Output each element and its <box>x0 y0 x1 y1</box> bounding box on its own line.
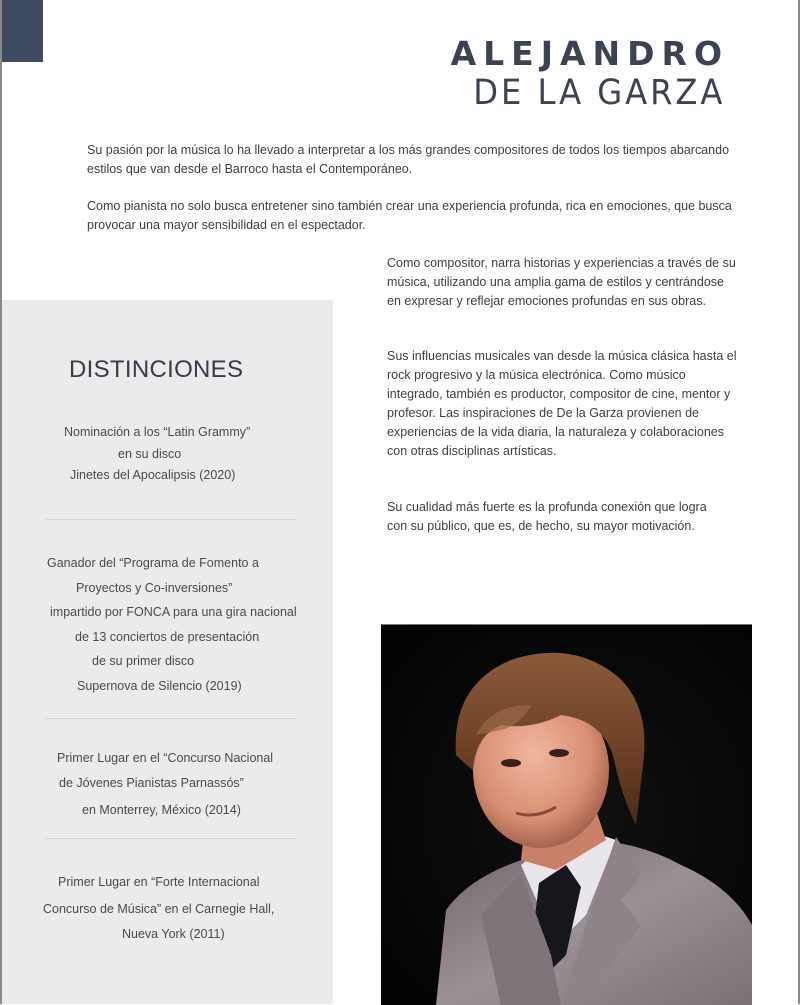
award-1-line-3: Jinetes del Apocalipsis (2020) <box>70 468 236 482</box>
award-2-line-1: Ganador del “Programa de Fomento a <box>47 556 259 570</box>
intro-paragraph-2: Como pianista no solo busca entretener sino también crear una experiencia profunda, rica en emociones, que busca provocar una mayor sensibilidad en el espectador. <box>87 199 732 232</box>
bio-paragraph-composer: Como compositor, narra historias y experiencias a través de su música, utilizando una amplia gama de estilos y centrándose en expresar y reflejar emociones profundas en sus obras. <box>387 256 736 308</box>
award-divider <box>46 838 296 839</box>
bio-paragraph-audience: Su cualidad más fuerte es la profunda conexión que logra con su público, que es, de hecho, su mayor motivación. <box>387 500 707 533</box>
award-1-line-2: en su disco <box>118 447 182 461</box>
artist-last-name: DE LA GARZA <box>472 73 725 113</box>
award-2-line-2: Proyectos y Co-inversiones” <box>76 581 233 595</box>
decorative-corner-block <box>2 0 43 62</box>
award-4-line-3: Nueva York (2011) <box>122 927 225 941</box>
distinctions-title: DISTINCIONES <box>69 356 244 383</box>
award-2-line-5: de su primer disco <box>92 654 195 668</box>
award-4-line-1: Primer Lugar en “Forte Internacional <box>58 875 260 889</box>
award-3-line-2: de Jóvenes Pianistas Parnassós” <box>59 776 244 790</box>
bio-paragraph-influences: Sus influencias musicales van desde la música clásica hasta el rock progresivo y la música electrónica. Como músico integrado, también es productor, compositor de cine, mentor y profesor. Las inspiraciones de De la Garza provienen de experiencias de la vida diaria, la naturaleza y colaboraciones con otras disciplinas artísticas. <box>387 349 737 458</box>
intro-paragraph-1: Su pasión por la música lo ha llevado a interpretar a los más grandes compositores de todos los tiempos abarcando estilos que van desde el Barroco hasta el Contemporáneo. <box>87 143 730 176</box>
award-divider <box>46 519 296 520</box>
award-2-line-6: Supernova de Silencio (2019) <box>77 679 242 693</box>
artist-first-name: ALEJANDRO <box>450 34 729 73</box>
award-3-line-1: Primer Lugar en el “Concurso Nacional <box>57 751 274 765</box>
award-divider <box>46 718 296 719</box>
award-4-line-2: Concurso de Música” en el Carnegie Hall, <box>43 902 275 916</box>
artist-name <box>450 34 729 113</box>
award-1-line-1: Nominación a los “Latin Grammy” <box>64 425 251 439</box>
artist-portrait-photo <box>381 624 752 1005</box>
award-3-line-3: en Monterrey, México (2014) <box>82 803 241 817</box>
award-2-line-3: impartido por FONCA para una gira nacional <box>50 605 297 619</box>
portrait-illustration <box>381 625 752 1005</box>
distinctions-panel <box>2 300 333 1004</box>
award-2-line-4: de 13 conciertos de presentación <box>75 630 260 644</box>
